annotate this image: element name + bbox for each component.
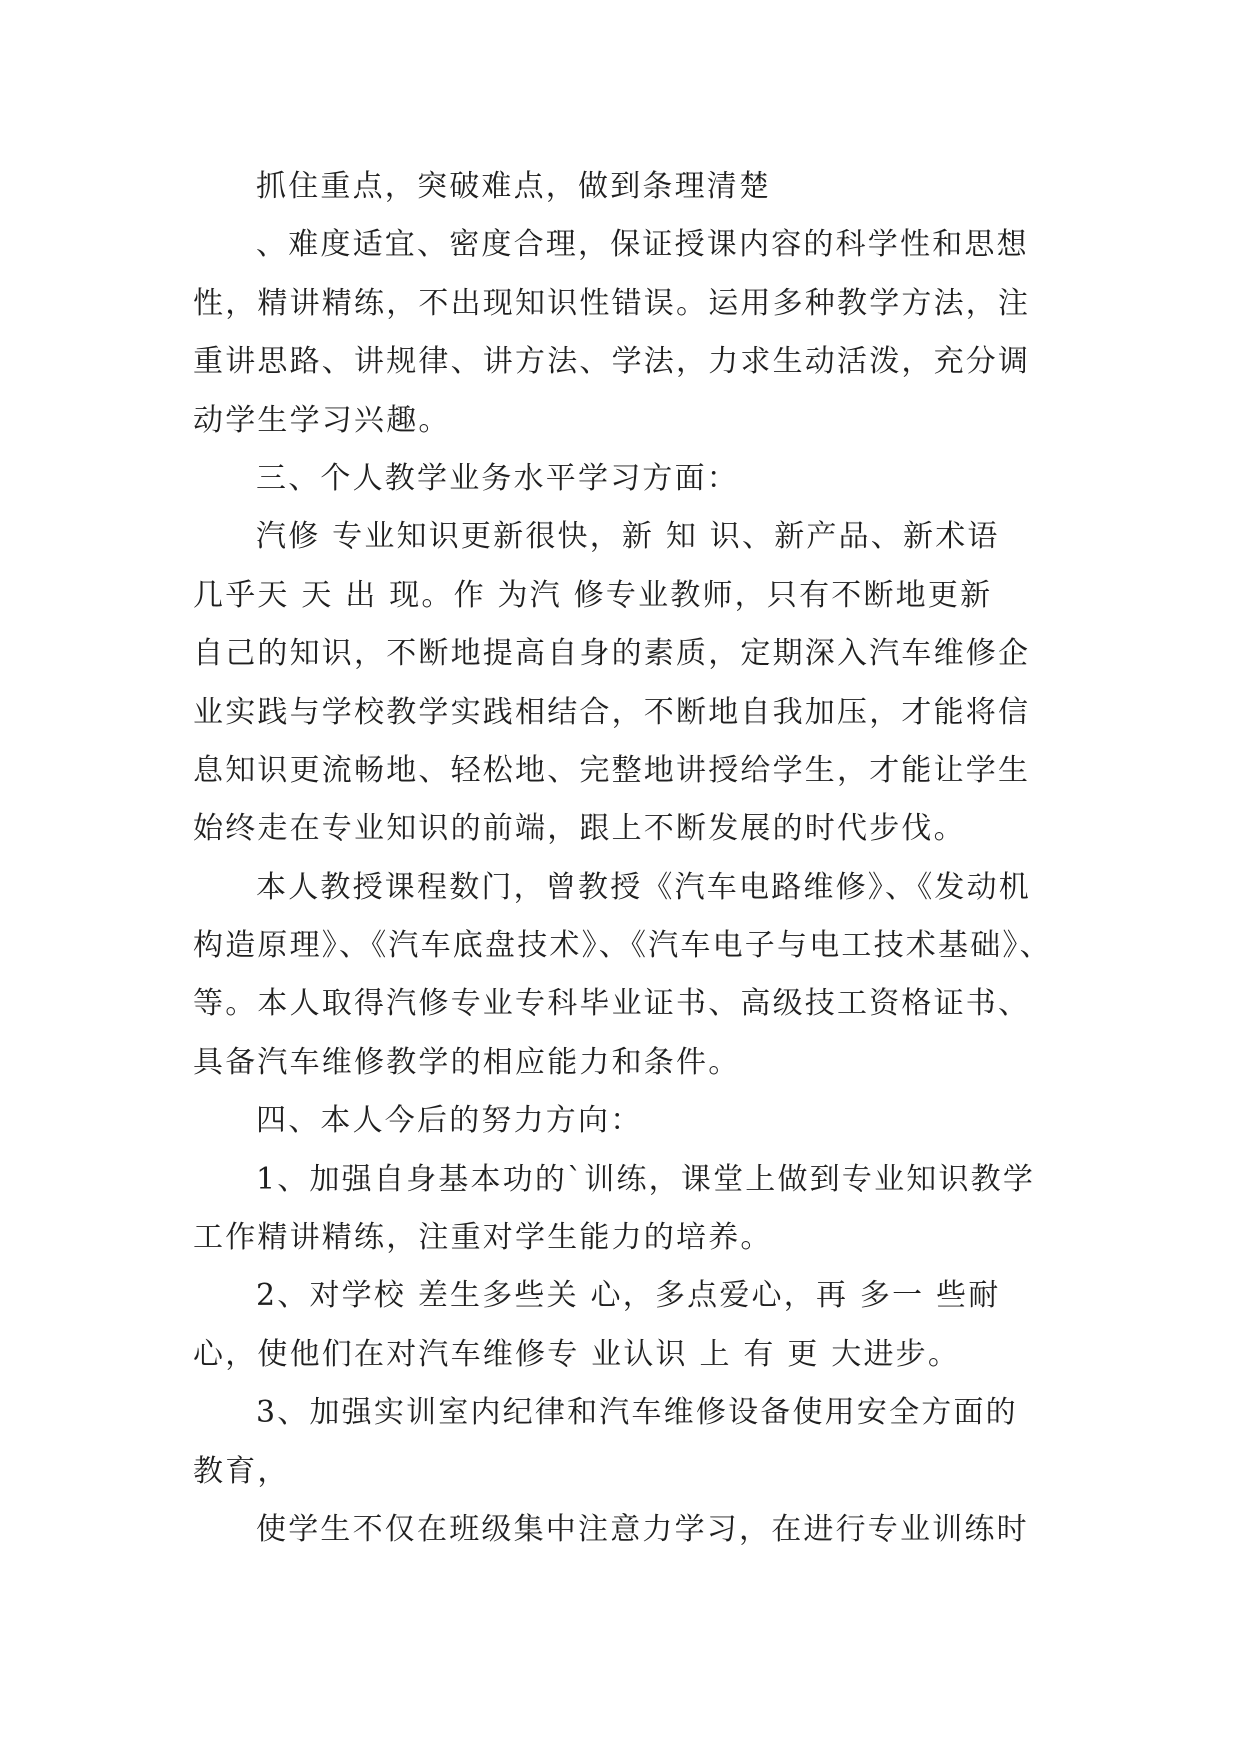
text-line: 教育， (193, 1453, 290, 1489)
text-line: 等。本人取得汽修专业专科毕业证书、高级技工资格证书、 (193, 986, 1031, 1022)
text-line: 、难度适宜、密度合理，保证授课内容的科学性和思想 (256, 227, 1029, 263)
text-line: 几乎天 天 出 现。作 为汽 修专业教师，只有不断地更新 (193, 577, 993, 613)
text-line: 汽修 专业知识更新很快，新 知 识、新产品、新术语 (256, 519, 1000, 555)
text-line: 具备汽车维修教学的相应能力和条件。 (193, 1044, 741, 1080)
text-line: 性，精讲精练，不出现知识性错误。运用多种教学方法，注 (193, 285, 1031, 321)
text-line: 自己的知识，不断地提高自身的素质，定期深入汽车维修企 (193, 636, 1031, 672)
text-line: 息知识更流畅地、轻松地、完整地讲授给学生，才能让学生 (193, 752, 1031, 788)
text-line: 抓住重点，突破难点，做到条理清楚 (256, 169, 772, 204)
text-line: 1、加强自身基本功的`训练，课堂上做到专业知识教学 (256, 1161, 1036, 1197)
text-line: 重讲思路、讲规律、讲方法、学法，力求生动活泼，充分调 (193, 344, 1031, 380)
text-line: 始终走在专业知识的前端，跟上不断发展的时代步伐。 (193, 811, 966, 847)
text-line: 动学生学习兴趣。 (193, 402, 451, 438)
text-line: 2、对学校 差生多些关 心，多点爱心，再 多一 些耐 (256, 1278, 1001, 1314)
section-heading: 四、本人今后的努力方向： (256, 1103, 643, 1139)
text-line: 工作精讲精练，注重对学生能力的培养。 (193, 1220, 773, 1256)
text-line: 3、加强实训室内纪律和汽车维修设备使用安全方面的 (256, 1395, 1018, 1431)
section-heading: 三、个人教学业务水平学习方面： (256, 460, 739, 496)
text-line: 本人教授课程数门，曾教授《汽车电路维修》、《发动机 (256, 869, 1031, 905)
text-line: 构造原理》、《汽车底盘技术》、《汽车电子与电工技术基础》、 (193, 928, 1052, 964)
text-line: 使学生不仅在班级集中注意力学习，在进行专业训练时 (256, 1511, 1029, 1547)
body-text (193, 158, 1052, 1559)
text-line: 业实践与学校教学实践相结合，不断地自我加压，才能将信 (193, 694, 1031, 730)
text-line: 心，使他们在对汽车维修专 业认识 上 有 更 大进步。 (193, 1336, 961, 1372)
